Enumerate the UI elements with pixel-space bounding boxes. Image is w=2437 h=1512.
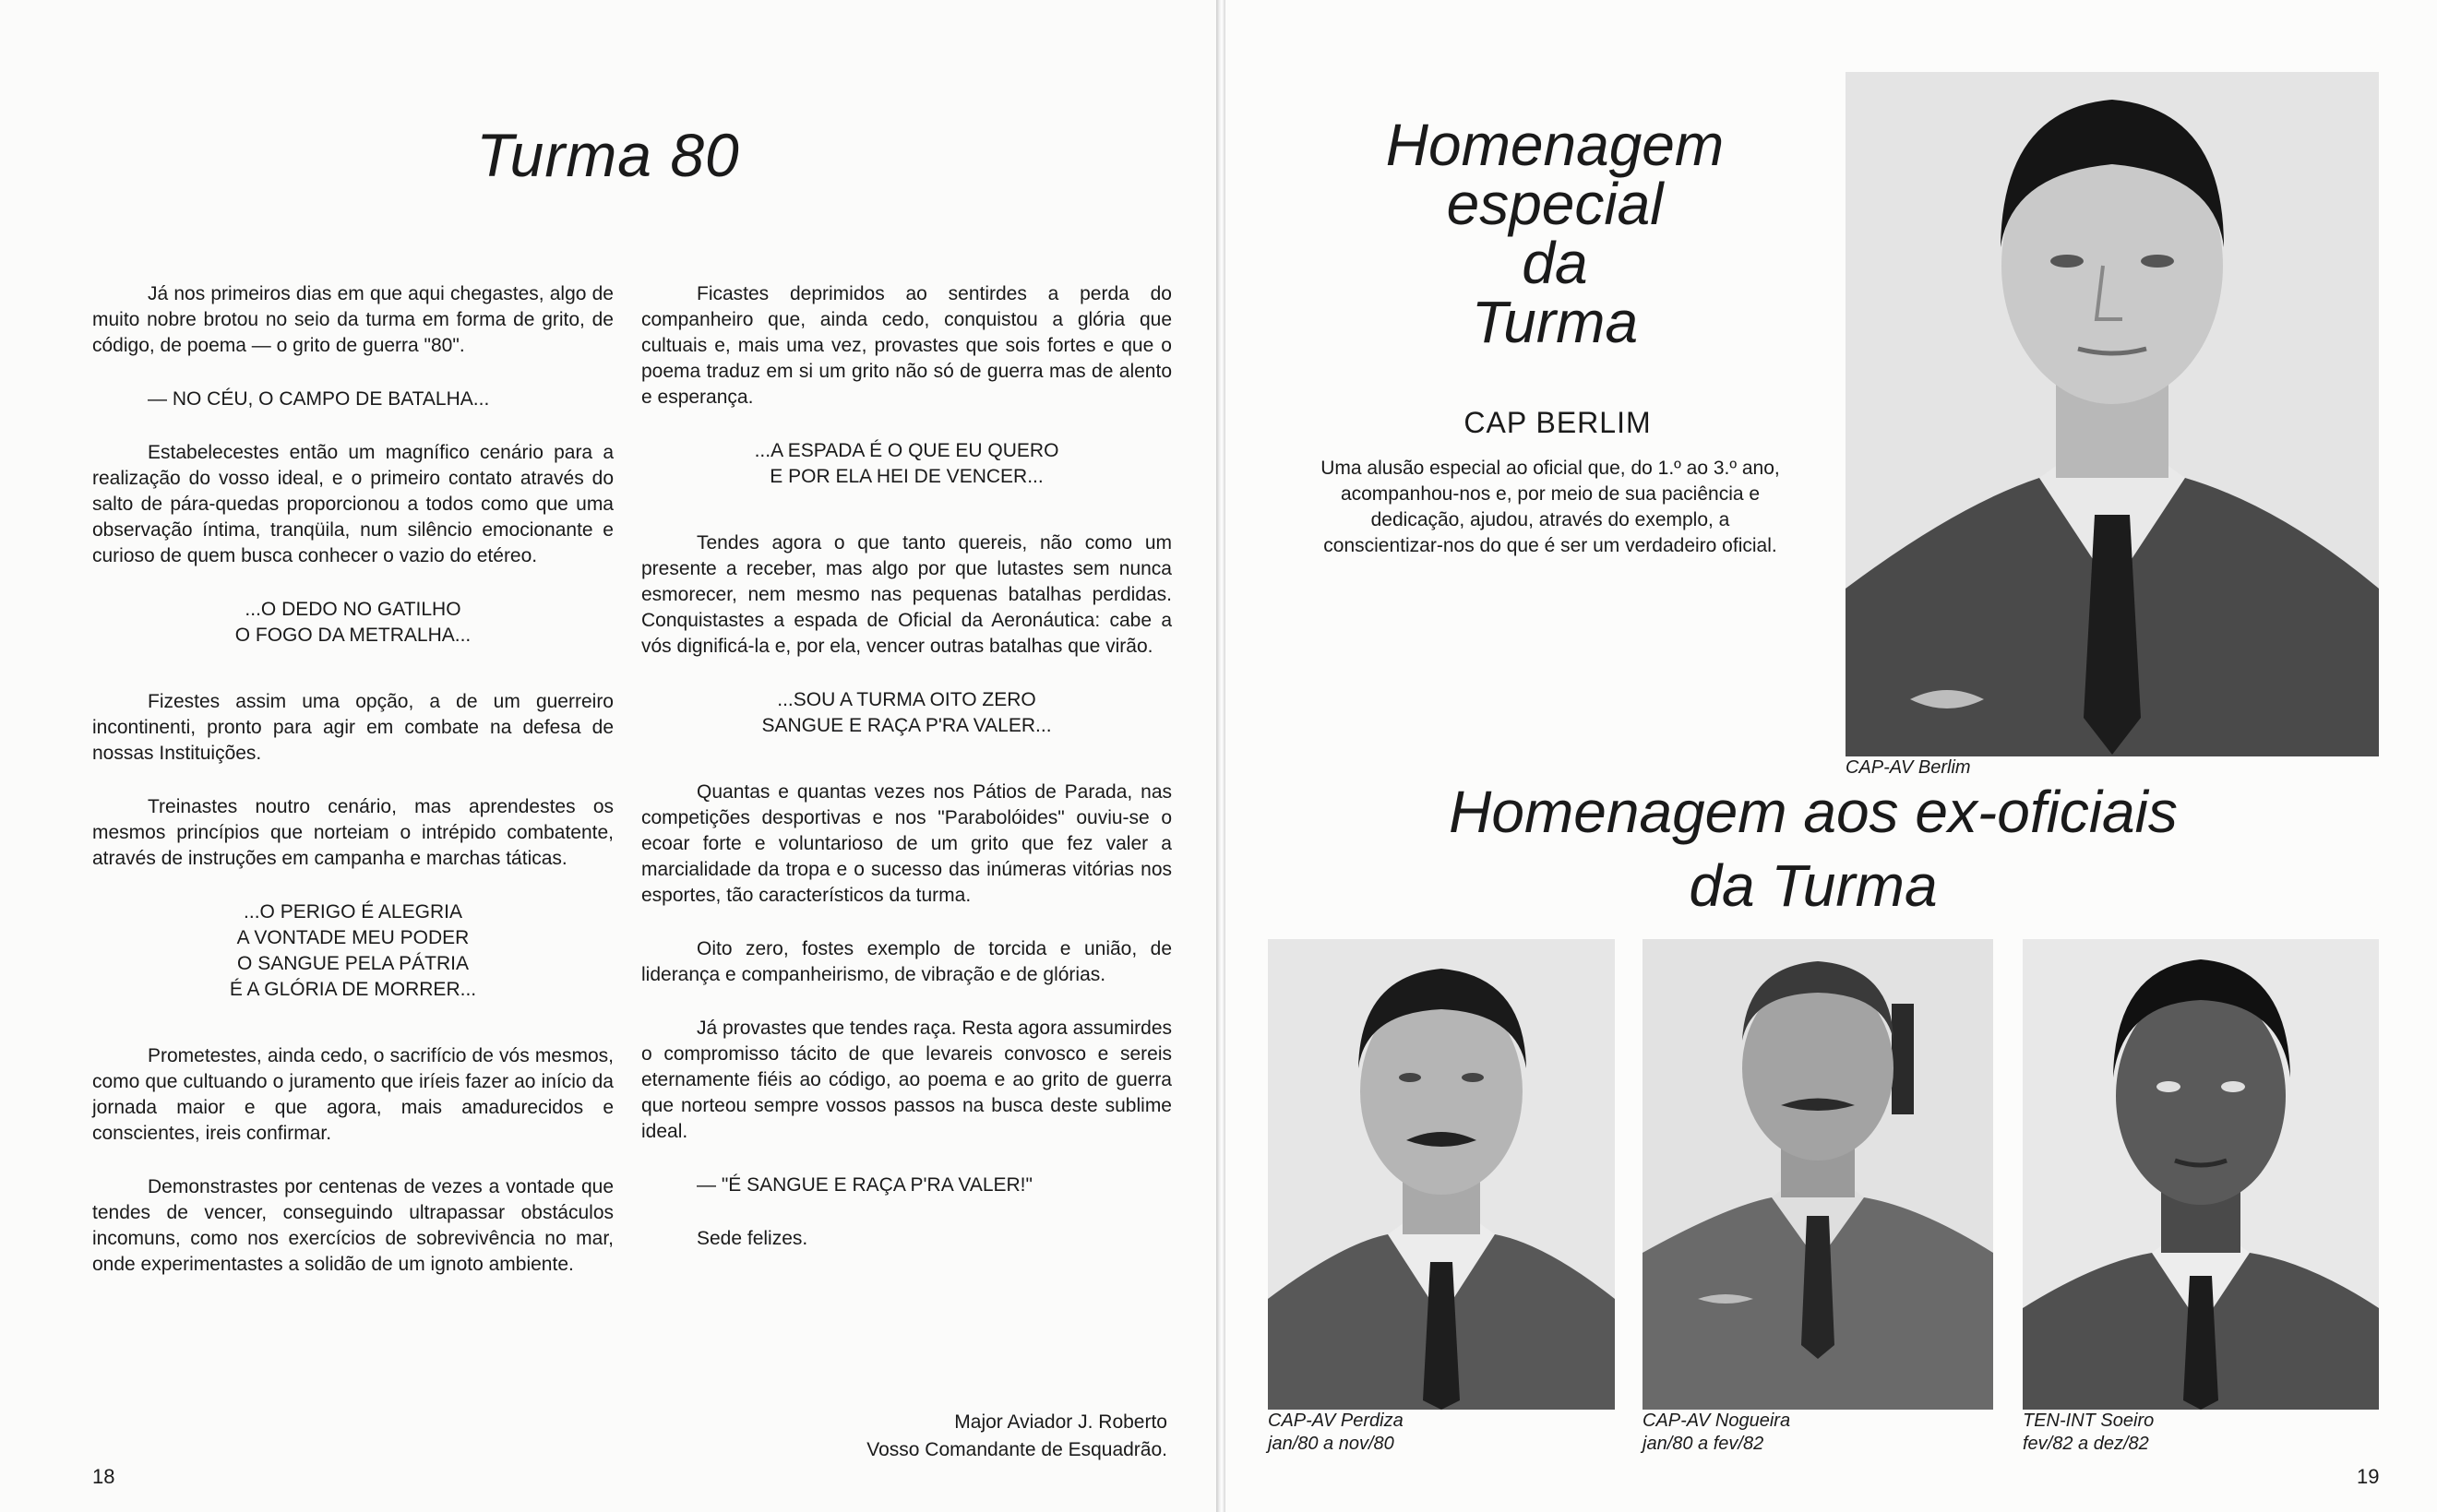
main-photo-caption: CAP-AV Berlim — [1846, 757, 1971, 778]
portrait-photo-soeiro — [2023, 939, 2379, 1410]
text-column-left — [92, 281, 614, 1305]
quote-line: — NO CÉU, O CAMPO DE BATALHA... — [148, 388, 490, 410]
left-page — [0, 0, 1216, 1512]
body-paragraph: Estabelecestes então um magnífico cenário para a realização do vosso ideal, e o primeiro contato através do salto de pára-quedas proporcionou a todos como que uma observação íntima, tranqüila, num silêncio emocionante e curioso de quem busca conhecer o vazio do etéreo. — [92, 442, 614, 566]
signature-role: Vosso Comandante de Esquadrão. — [866, 1439, 1167, 1460]
body-paragraph: Já provastes que tendes raça. Resta agora assumirdes o compromisso tácito de que levareis convosco e sereis eternamente fiéis ao código, ao poema e ao grito de guerra que norteou sempre vossos passos na busca deste sublime ideal. — [641, 1018, 1172, 1142]
page-title: Turma 80 — [476, 121, 740, 189]
war-cry-verse: ...O PERIGO É ALEGRIA A VONTADE MEU PODER O SANGUE PELA PÁTRIA É A GLÓRIA DE MORRER... — [229, 901, 477, 1000]
portrait-caption-soeiro — [2023, 1410, 2154, 1456]
ex-officers-title-line: da Turma — [1689, 852, 1938, 919]
signature-block — [757, 1409, 1167, 1464]
portrait-period: jan/80 a nov/80 — [1268, 1434, 1394, 1454]
portrait-period: fev/82 a dez/82 — [2023, 1434, 2149, 1454]
body-paragraph: Fizestes assim uma opção, a de um guerreiro incontinenti, pronto para agir em combate na defesa de nossas Instituições. — [92, 691, 614, 764]
portrait-name: CAP-AV Nogueira — [1643, 1411, 1791, 1431]
special-title-line: da — [1522, 230, 1588, 296]
portrait-caption-nogueira — [1643, 1410, 1790, 1456]
quote-line: — "É SANGUE E RAÇA P'RA VALER!" — [697, 1174, 1033, 1196]
special-homage-text: Uma alusão especial ao oficial que, do 1.º ao 3.º ano, acompanhou-nos e, por meio de sua paciência e dedicação, ajudou, através do exemplo, a conscientizar-nos do que é ser um verdadeiro oficial. — [1320, 458, 1780, 556]
portrait-photo-perdiza — [1268, 939, 1615, 1410]
special-title-line: Turma — [1471, 289, 1639, 355]
special-homage-title — [1338, 112, 1772, 355]
ex-officers-title-line: Homenagem aos ex-oficiais — [1449, 779, 2178, 845]
ex-officers-title — [1283, 775, 2344, 923]
special-title-line: Homenagem — [1385, 112, 1725, 178]
quote-line: Sede felizes. — [697, 1228, 808, 1249]
special-title-line: especial — [1446, 171, 1664, 237]
body-paragraph: Treinastes noutro cenário, mas aprendestes os mesmos princípios que norteiam o intrépido combatente, através de instruções em campanha e marchas táticas. — [92, 796, 614, 869]
portrait-period: jan/80 a fev/82 — [1643, 1434, 1764, 1454]
war-cry-verse: ...O DEDO NO GATILHO O FOGO DA METRALHA... — [234, 599, 472, 646]
body-paragraph: Prometestes, ainda cedo, o sacrifício de vós mesmos, como que cultuando o juramento que iríeis fazer ao início da jornada maior e que agora, mais amadurecidos e conscientes, ireis confirmar. — [92, 1045, 614, 1144]
page-number-right: 19 — [2357, 1465, 2380, 1488]
body-paragraph: Oito zero, fostes exemplo de torcida e união, de liderança e companheirismo, de vibração e de glórias. — [641, 938, 1172, 985]
book-gutter — [1216, 0, 1225, 1512]
portrait-name: CAP-AV Perdiza — [1268, 1411, 1404, 1431]
special-homage-subtitle: CAP BERLIM — [1463, 406, 1652, 439]
portrait-caption-perdiza — [1268, 1410, 1404, 1456]
portrait-photo-berlim — [1846, 72, 2379, 756]
signature-name: Major Aviador J. Roberto — [954, 1411, 1167, 1433]
body-paragraph: Já nos primeiros dias em que aqui chegastes, algo de muito nobre brotou no seio da turma em forma de grito, de código, de poema — o grito de guerra "80". — [92, 283, 614, 356]
portrait-photo-nogueira — [1643, 939, 1993, 1410]
war-cry-verse: ...SOU A TURMA OITO ZERO SANGUE E RAÇA P'RA VALER... — [761, 689, 1052, 736]
text-column-right — [641, 281, 1172, 1280]
body-paragraph: Tendes agora o que tanto quereis, não como um presente a receber, mas algo por que lutastes sem nunca esmorecer, nem mesmo nas pequenas batalhas perdidas. Conquistastes a espada de Oficial da Aeronáutica: cabe a vós dignificá-la e, por ela, vencer outras batalhas que virão. — [641, 532, 1172, 657]
body-paragraph: Quantas e quantas vezes nos Pátios de Parada, nas competições desportivas e nos "Parabolóides" ouviu-se o ecoar forte e voluntarioso de um grito que fez valer a marcialidade da tropa e o sucesso das inúmeras vitórias nos esportes, tão característicos da turma. — [641, 781, 1172, 906]
body-paragraph: Demonstrastes por centenas de vezes a vontade que tendes de vencer, conseguindo ultrapassar obstáculos incomuns, como nos exercícios de sobrevivência no mar, onde experimentastes a solidão de um ignoto ambiente. — [92, 1176, 614, 1275]
war-cry-verse: ...A ESPADA É O QUE EU QUERO E POR ELA HEI DE VENCER... — [754, 440, 1059, 487]
page-number-left: 18 — [92, 1465, 115, 1488]
body-paragraph: Ficastes deprimidos ao sentirdes a perda do companheiro que, ainda cedo, conquistou a glória que cultuais e, mais uma vez, provastes que sois fortes e que o poema traduz em si um grito não só de guerra mas de alento e esperança. — [641, 283, 1172, 408]
portrait-name: TEN-INT Soeiro — [2023, 1411, 2155, 1431]
right-page — [1225, 0, 2437, 1512]
